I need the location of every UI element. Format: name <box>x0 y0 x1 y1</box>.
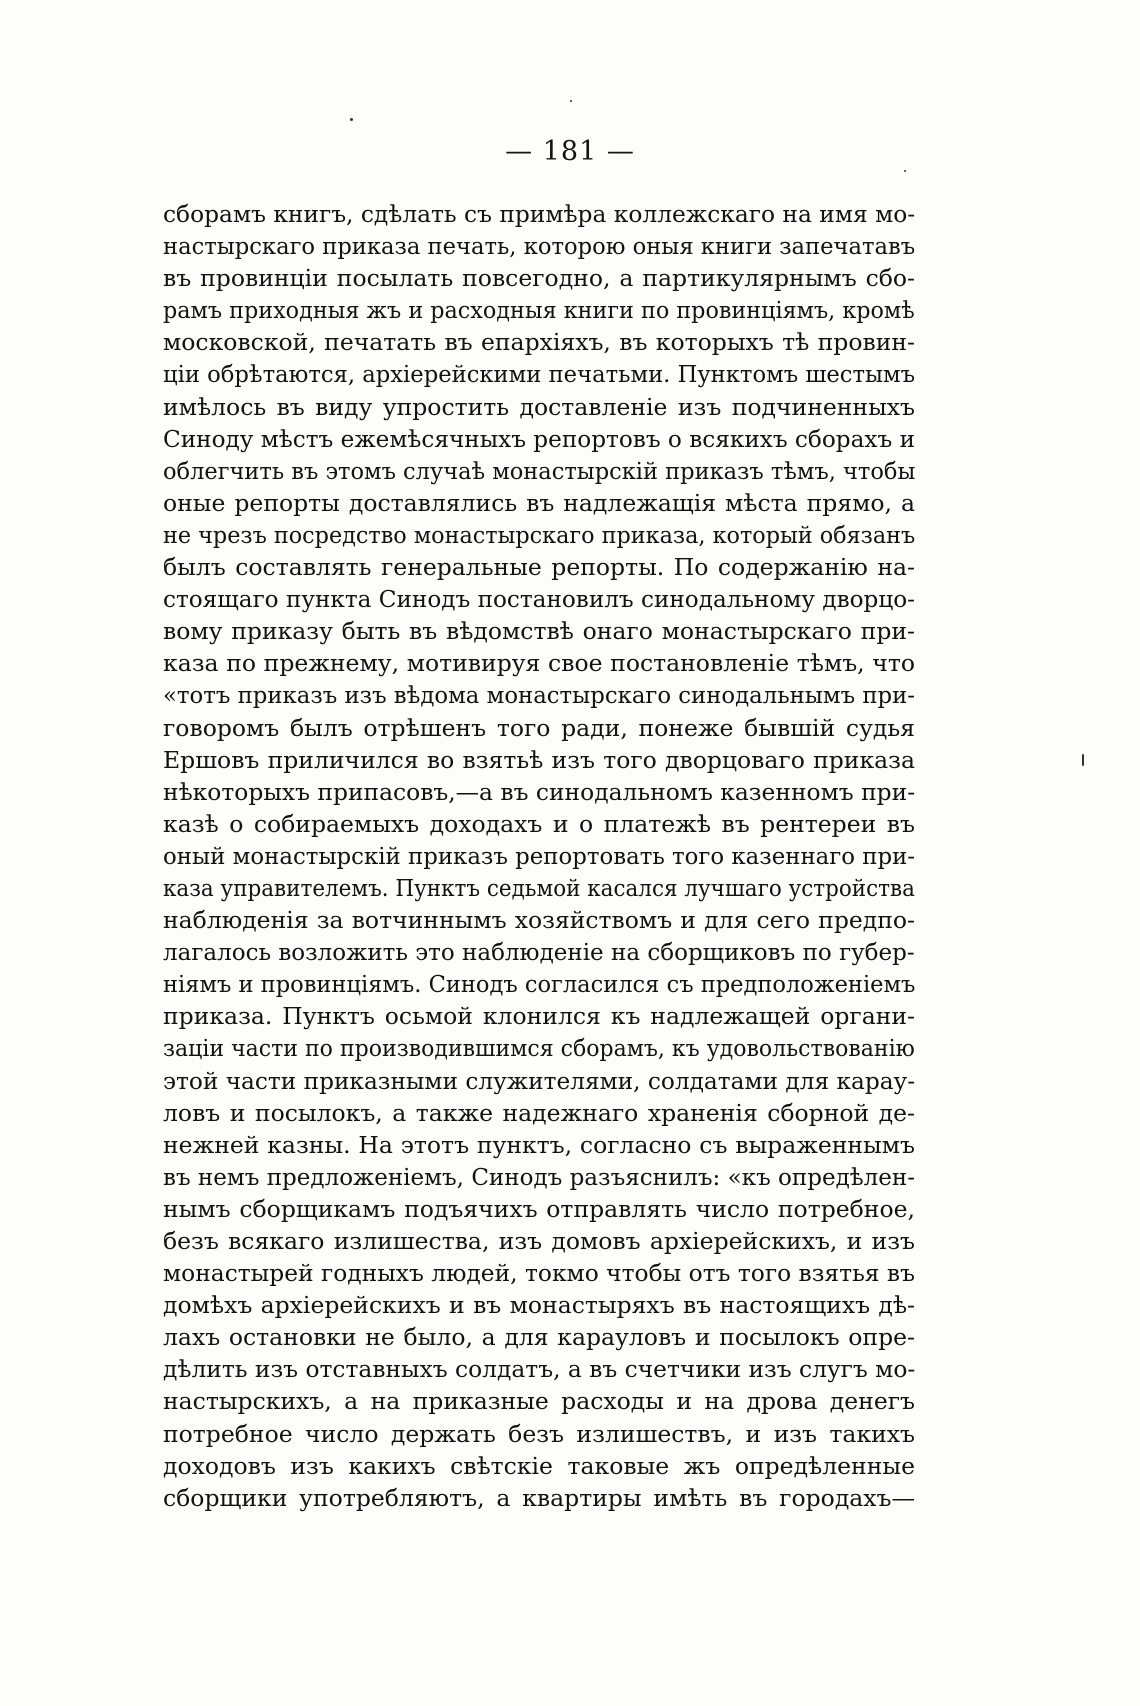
text-line: ціи обрѣтаются, архіерейскими печатьми. Пунктомъ шестымъ <box>163 360 916 389</box>
text-line: ніямъ и провинціямъ. Синодъ согласился съ предположеніемъ <box>163 970 916 999</box>
body-text <box>163 198 915 1514</box>
text-line: настырскаго приказа печать, которою оныя книги запечатавъ <box>163 232 916 261</box>
text-line: монастырей годныхъ людей, токмо чтобы отъ того взятья въ <box>163 1259 915 1288</box>
text-line: приказа. Пунктъ осьмой клонился къ надлежащей органи- <box>163 1002 915 1031</box>
text-line: имѣлось въ виду упростить доставленіе изъ подчиненныхъ <box>163 392 915 421</box>
text-line: Синоду мѣстъ ежемѣсячныхъ репортовъ о всякихъ сборахъ и <box>163 424 916 453</box>
text-line: былъ составлять генеральные репорты. По содержанію на- <box>163 553 915 582</box>
text-line: въ провинціи посылать повсегодно, а партикулярнымъ сбо- <box>163 264 915 293</box>
text-line: нѣкоторыхъ припасовъ,—а въ синодальномъ казенномъ при- <box>163 777 916 806</box>
scan-speck <box>904 170 906 172</box>
text-line: московской, печатать въ епархіяхъ, въ которыхъ тѣ провин- <box>163 328 915 357</box>
text-line: въ немъ предложеніемъ, Синодъ разъяснилъ: «къ опредѣлен- <box>163 1162 915 1191</box>
text-line: каза управителемъ. Пунктъ седьмой касался лучшаго устройства <box>163 873 915 902</box>
page-number: — 181 — <box>505 136 635 167</box>
text-line: сборамъ книгъ, сдѣлать съ примѣра коллежскаго на имя мо- <box>163 200 916 228</box>
text-line: лахъ остановки не было, а для карауловъ и посылокъ опре- <box>163 1323 915 1352</box>
text-line: оный монастырскій приказъ репортовать того казеннаго при- <box>163 841 916 870</box>
text-line: облегчить въ этомъ случаѣ монастырскій приказъ тѣмъ, чтобы <box>163 456 916 485</box>
scan-speck <box>1082 754 1084 766</box>
text-line: оные репорты доставлялись въ надлежащія мѣста прямо, а <box>163 488 915 517</box>
text-line: нымъ сборщикамъ подъячихъ отправлять число потребное, <box>163 1194 915 1223</box>
text-line: потребное число держать безъ излишествъ, и изъ такихъ <box>163 1419 915 1448</box>
text-line: безъ всякаго излишества, изъ домовъ архіерейскихъ, и изъ <box>163 1227 915 1255</box>
text-line: ловъ и посылокъ, а также надежнаго храненія сборной де- <box>163 1098 915 1127</box>
text-line: дѣлить изъ отставныхъ солдатъ, а въ счетчики изъ слугъ мо- <box>163 1355 916 1384</box>
text-line: заціи части по производившимся сборамъ, къ удовольствованію <box>163 1034 915 1063</box>
text-line: Ершовъ приличился во взятьѣ изъ того дворцоваго приказа <box>163 745 915 774</box>
text-line: стоящаго пункта Синодъ постановилъ синодальному дворцо- <box>163 585 915 614</box>
text-line: рамъ приходныя жъ и расходныя книги по провинціямъ, кромѣ <box>163 296 915 325</box>
text-line: этой части приказными служителями, солдатами для карау- <box>163 1066 916 1095</box>
text-line: наблюденія за вотчиннымъ хозяйствомъ и для сего предпо- <box>163 906 915 935</box>
text-line: домѣхъ архіерейскихъ и въ монастыряхъ въ настоящихъ дѣ- <box>163 1291 915 1320</box>
text-line: нежней казны. На этотъ пунктъ, согласно съ выраженнымъ <box>163 1130 915 1159</box>
text-line: сборщики употребляютъ, а квартиры имѣть въ городахъ— <box>163 1483 915 1512</box>
text-line: настырскихъ, а на приказные расходы и на дрова денегъ <box>163 1387 915 1416</box>
text-line: говоромъ былъ отрѣшенъ того ради, понеже бывшій судья <box>163 713 915 742</box>
text-line: лагалось возложить это наблюденіе на сборщиковъ по губер- <box>163 938 915 967</box>
text-line: каза по прежнему, мотивируя свое постановленіе тѣмъ, что <box>163 649 915 678</box>
text-line: доходовъ изъ какихъ свѣтскіе таковые жъ опредѣленные <box>163 1451 915 1480</box>
scan-speck <box>350 118 353 121</box>
text-line: не чрезъ посредство монастырскаго приказа, который обязанъ <box>163 520 916 549</box>
text-line: «тотъ приказъ изъ вѣдома монастырскаго синодальнымъ при- <box>163 681 915 710</box>
text-line: вому приказу быть въ вѣдомствѣ онаго монастырскаго при- <box>163 617 915 646</box>
text-line: казѣ о собираемыхъ доходахъ и о платежѣ въ рентереи въ <box>163 809 915 838</box>
scan-speck <box>570 100 572 102</box>
